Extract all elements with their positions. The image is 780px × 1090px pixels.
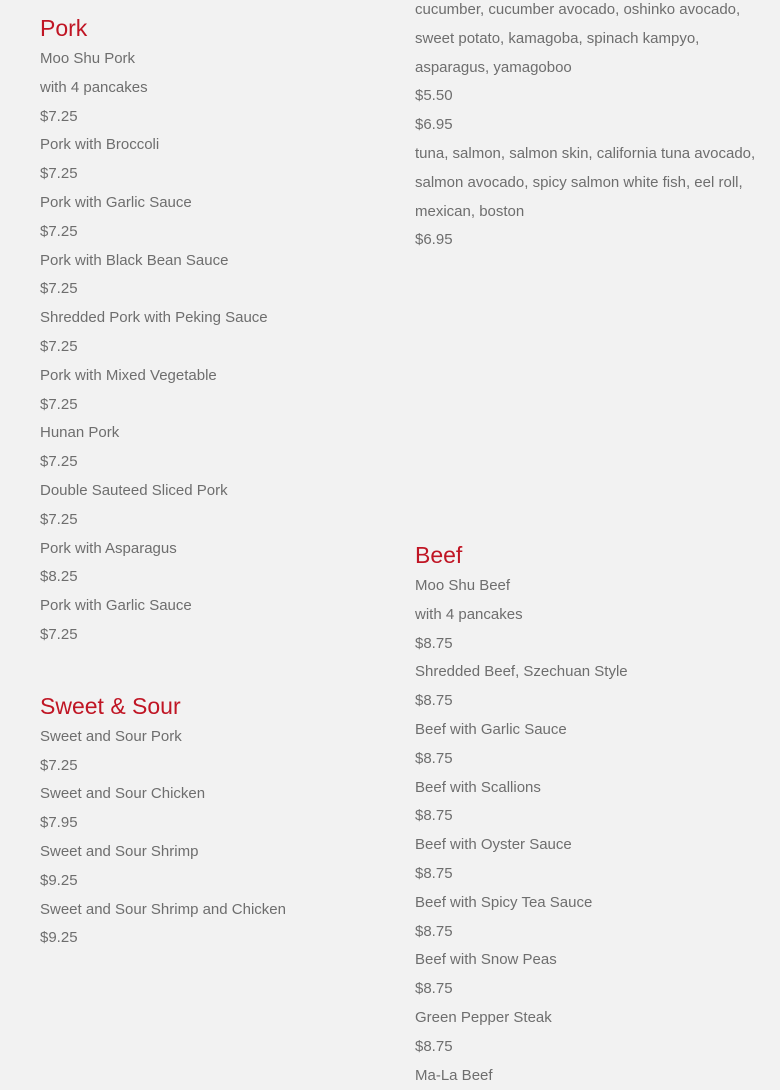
menu-item-name: Pork with Garlic Sauce bbox=[40, 597, 192, 615]
beef-items bbox=[415, 572, 780, 1090]
menu-item-price: $7.25 bbox=[40, 756, 78, 774]
menu-item bbox=[415, 658, 780, 716]
menu-item-price: $6.95 bbox=[415, 231, 453, 249]
menu-item-description: asparagus, yamagoboo bbox=[415, 58, 572, 76]
menu-item-name: Sweet and Sour Shrimp and Chicken bbox=[40, 900, 286, 918]
menu-item-name: Sweet and Sour Shrimp bbox=[40, 842, 199, 860]
menu-item-price: $7.25 bbox=[40, 165, 78, 183]
menu-item-name: Moo Shu Pork bbox=[40, 50, 136, 67]
menu-item bbox=[40, 247, 380, 305]
menu-item-price: $8.75 bbox=[415, 634, 453, 652]
menu-item-price: $7.25 bbox=[40, 337, 78, 355]
sushi-partial-section bbox=[415, 0, 780, 255]
menu-item bbox=[415, 572, 780, 658]
menu-item-name: Beef with Spicy Tea Sauce bbox=[415, 893, 593, 911]
menu-item-name: Shredded Beef, Szechuan Style bbox=[415, 663, 628, 681]
menu-item-name: Moo Shu Beef bbox=[415, 577, 511, 594]
menu-item-price: $8.75 bbox=[415, 807, 453, 825]
pork-items bbox=[40, 45, 380, 650]
menu-item bbox=[415, 946, 780, 1004]
menu-item bbox=[40, 419, 380, 477]
menu-item bbox=[415, 716, 780, 774]
menu-item-price: $5.50 bbox=[415, 87, 453, 105]
menu-item-price: $7.25 bbox=[40, 280, 78, 298]
menu-item-name: Beef with Scallions bbox=[415, 778, 541, 796]
menu-item-name: Pork with Asparagus bbox=[40, 539, 177, 557]
menu-item bbox=[40, 477, 380, 535]
menu-item bbox=[40, 723, 380, 781]
menu-item-price: $7.25 bbox=[40, 453, 78, 471]
menu-item-name: Ma-La Beef bbox=[415, 1066, 493, 1084]
sushi-lines bbox=[415, 0, 780, 255]
menu-item-price: $7.25 bbox=[40, 395, 78, 413]
menu-item bbox=[40, 838, 380, 896]
menu-item-name: Pork with Black Bean Sauce bbox=[40, 251, 229, 269]
menu-item-name: Pork with Garlic Sauce bbox=[40, 193, 192, 211]
menu-item-name: Double Sauteed Sliced Pork bbox=[40, 481, 228, 499]
menu-item-name: Beef with Snow Peas bbox=[415, 951, 557, 969]
menu-item bbox=[40, 535, 380, 593]
menu-item-price: $8.75 bbox=[415, 749, 453, 767]
menu-item-description: salmon avocado, spicy salmon white fish, eel roll, bbox=[415, 173, 743, 191]
menu-item bbox=[415, 774, 780, 832]
menu-item bbox=[40, 131, 380, 189]
menu-item-note: with 4 pancakes bbox=[415, 605, 523, 623]
menu-item-name: Hunan Pork bbox=[40, 424, 120, 442]
menu-item bbox=[415, 889, 780, 947]
menu-item-name: Pork with Broccoli bbox=[40, 136, 160, 154]
section-title-beef: Beef bbox=[415, 542, 463, 568]
menu-item-description: cucumber, cucumber avocado, oshinko avocado, bbox=[415, 1, 741, 18]
menu-item-price: $8.75 bbox=[415, 922, 453, 940]
menu-item-name: Shredded Pork with Peking Sauce bbox=[40, 309, 268, 327]
menu-item-price: $7.25 bbox=[40, 107, 78, 125]
menu-item-price: $8.75 bbox=[415, 980, 453, 998]
menu-item-description: mexican, boston bbox=[415, 202, 525, 220]
menu-item-description: sweet potato, kamagoba, spinach kampyo, bbox=[415, 29, 700, 47]
menu-item bbox=[415, 831, 780, 889]
menu-item bbox=[415, 1062, 780, 1090]
pork-section bbox=[40, 12, 380, 650]
beef-section bbox=[415, 539, 780, 1090]
menu-item bbox=[40, 189, 380, 247]
menu-item-price: $9.25 bbox=[40, 929, 78, 947]
menu-item-name: Sweet and Sour Pork bbox=[40, 727, 182, 745]
section-title-pork: Pork bbox=[40, 15, 88, 41]
menu-item-price: $8.75 bbox=[415, 864, 453, 882]
menu-item-name: Green Pepper Steak bbox=[415, 1008, 552, 1026]
menu-item-price: $7.95 bbox=[40, 814, 78, 832]
menu-item-price: $7.25 bbox=[40, 222, 78, 240]
menu-item bbox=[40, 780, 380, 838]
menu-item bbox=[40, 362, 380, 420]
menu-item-price: $7.25 bbox=[40, 510, 78, 528]
menu-item-price: $9.25 bbox=[40, 871, 78, 889]
menu-item-price: $6.95 bbox=[415, 116, 453, 134]
menu-item-price: $8.25 bbox=[40, 568, 78, 586]
menu-item bbox=[415, 1004, 780, 1062]
menu-item-name: Pork with Mixed Vegetable bbox=[40, 366, 217, 384]
menu-item bbox=[40, 45, 380, 131]
left-column bbox=[40, 12, 380, 953]
menu-item-name: Sweet and Sour Chicken bbox=[40, 785, 206, 803]
menu-item-description: tuna, salmon, salmon skin, california tuna avocado, bbox=[415, 144, 756, 162]
menu-item bbox=[40, 592, 380, 650]
section-title-sweet-sour: Sweet & Sour bbox=[40, 692, 181, 719]
menu-item-price: $7.25 bbox=[40, 625, 78, 643]
menu-item-note: with 4 pancakes bbox=[40, 78, 148, 96]
sweet-sour-items bbox=[40, 723, 380, 953]
menu-item-price: $8.75 bbox=[415, 692, 453, 710]
menu-item-price: $8.75 bbox=[415, 1037, 453, 1055]
menu-item bbox=[40, 304, 380, 362]
menu-item-name: Beef with Garlic Sauce bbox=[415, 720, 567, 738]
menu-item-name: Beef with Oyster Sauce bbox=[415, 836, 572, 854]
sweet-sour-section bbox=[40, 690, 380, 953]
menu-item bbox=[40, 896, 380, 954]
